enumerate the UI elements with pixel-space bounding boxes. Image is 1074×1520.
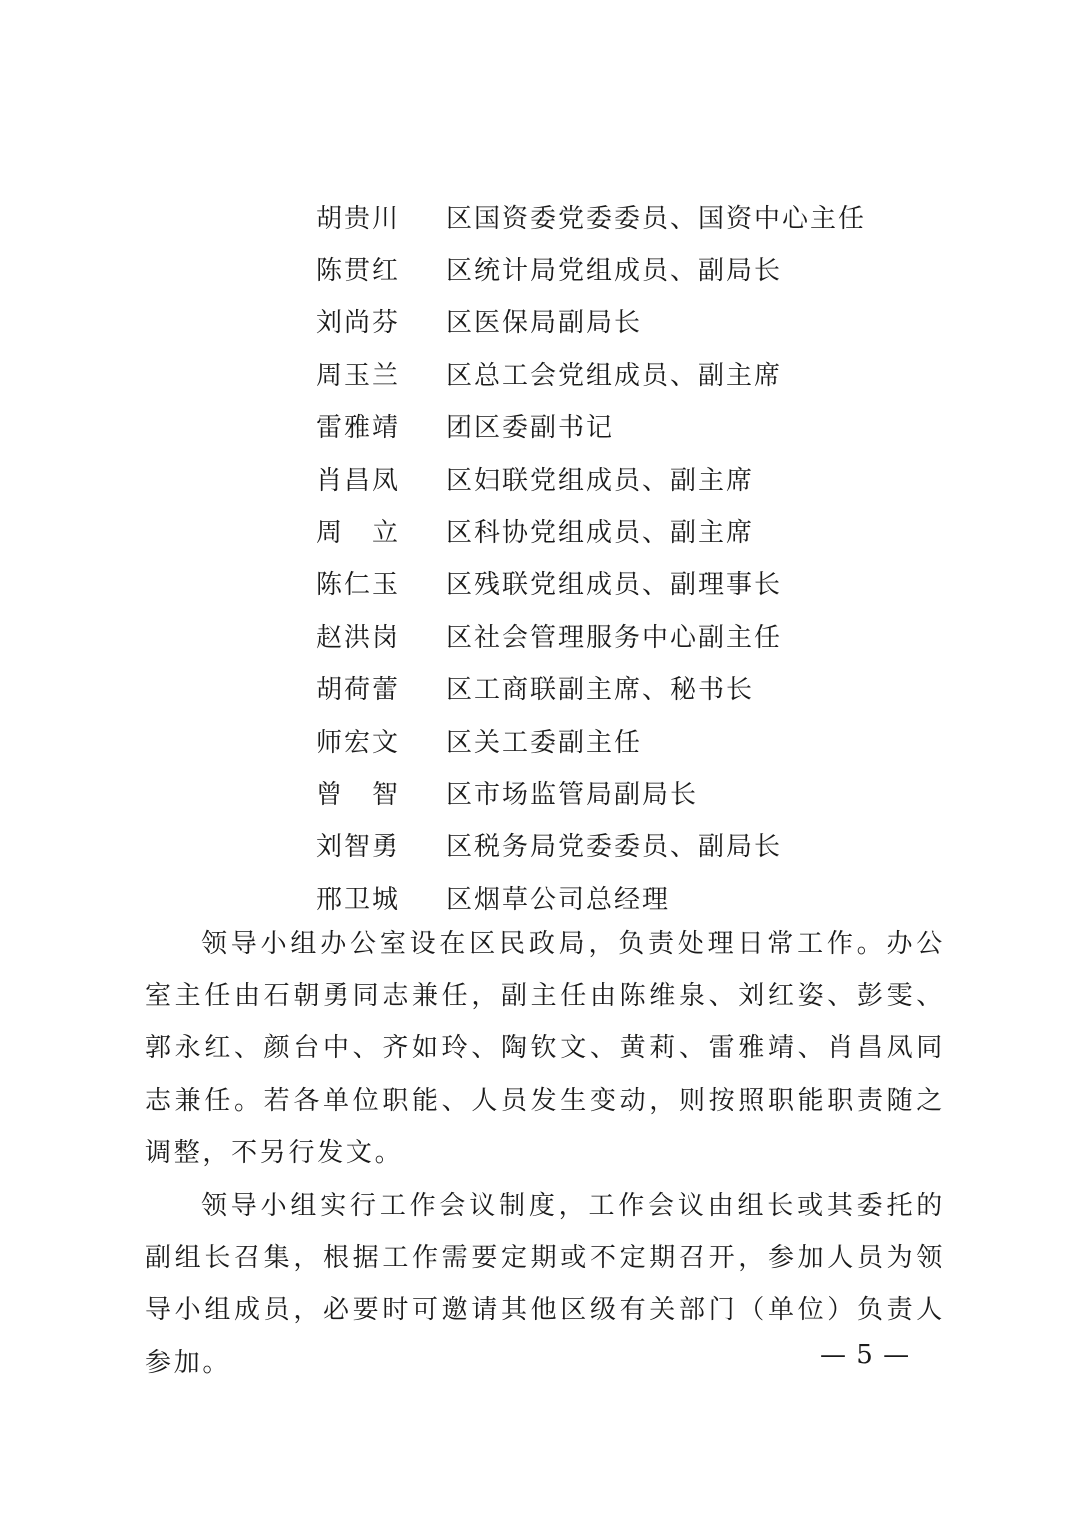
- member-role: 区社会管理服务中心副主任: [446, 622, 783, 653]
- member-role: 区妇联党组成员、副主席: [446, 465, 755, 496]
- member-name: 肖昌凤: [316, 465, 401, 496]
- member-role: 区统计局党组成员、副局长: [446, 256, 783, 287]
- member-name: 胡荷蕾: [316, 675, 401, 706]
- member-role: 区国资委党委委员、国资中心主任: [446, 203, 867, 234]
- member-name: 师宏文: [316, 727, 401, 758]
- member-row: [316, 609, 976, 661]
- member-row: [316, 242, 976, 294]
- member-row: [316, 819, 976, 871]
- member-role: 区烟草公司总经理: [446, 884, 671, 915]
- member-role: 区医保局副局长: [446, 308, 643, 339]
- member-name: 周玉兰: [316, 360, 401, 391]
- member-role: 区市场监管局副局长: [446, 779, 699, 810]
- member-row: [316, 714, 976, 766]
- member-row: [316, 400, 976, 452]
- member-name: 陈仁玉: [316, 570, 401, 601]
- member-row: [316, 452, 976, 504]
- member-name: 周 立: [316, 518, 401, 549]
- member-name: 雷雅靖: [316, 413, 401, 444]
- member-row: [316, 295, 976, 347]
- member-name: 陈贯红: [316, 256, 401, 287]
- member-row: [316, 557, 976, 609]
- member-role: 区残联党组成员、副理事长: [446, 570, 783, 601]
- member-row: [316, 662, 976, 714]
- member-role: 区科协党组成员、副主席: [446, 518, 755, 549]
- member-name: 胡贵川: [316, 203, 401, 234]
- member-role: 团区委副书记: [446, 413, 615, 444]
- office-paragraph: 领导小组办公室设在区民政局，负责处理日常工作。办公室主任由石朝勇同志兼任，副主任由陈维泉、刘红姿、彭雯、郭永红、颜台中、齐如玲、陶钦文、黄莉、雷雅靖、肖昌凤同志兼任。若各单位职能、人员发生变动，则按照职能职责随之调整，不另行发文。: [145, 929, 945, 1168]
- member-role: 区税务局党委委员、副局长: [446, 832, 783, 863]
- member-name: 刘尚芬: [316, 308, 401, 339]
- meeting-paragraph: 领导小组实行工作会议制度，工作会议由组长或其委托的副组长召集，根据工作需要定期或不定期召开，参加人员为领导小组成员，必要时可邀请其他区级有关部门（单位）负责人参加。: [145, 1191, 945, 1378]
- member-role: 区工商联副主席、秘书长: [446, 675, 755, 706]
- member-role: 区关工委副主任: [446, 727, 643, 758]
- member-name: 曾 智: [316, 779, 401, 810]
- member-list: [316, 190, 976, 923]
- member-name: 赵洪岗: [316, 622, 401, 653]
- member-name: 邢卫城: [316, 884, 401, 915]
- member-row: [316, 871, 976, 923]
- member-row: [316, 766, 976, 818]
- member-row: [316, 504, 976, 556]
- member-row: [316, 347, 976, 399]
- member-role: 区总工会党组成员、副主席: [446, 360, 783, 391]
- member-row: [316, 190, 976, 242]
- member-name: 刘智勇: [316, 832, 401, 863]
- page-number: — 5 —: [820, 1340, 911, 1370]
